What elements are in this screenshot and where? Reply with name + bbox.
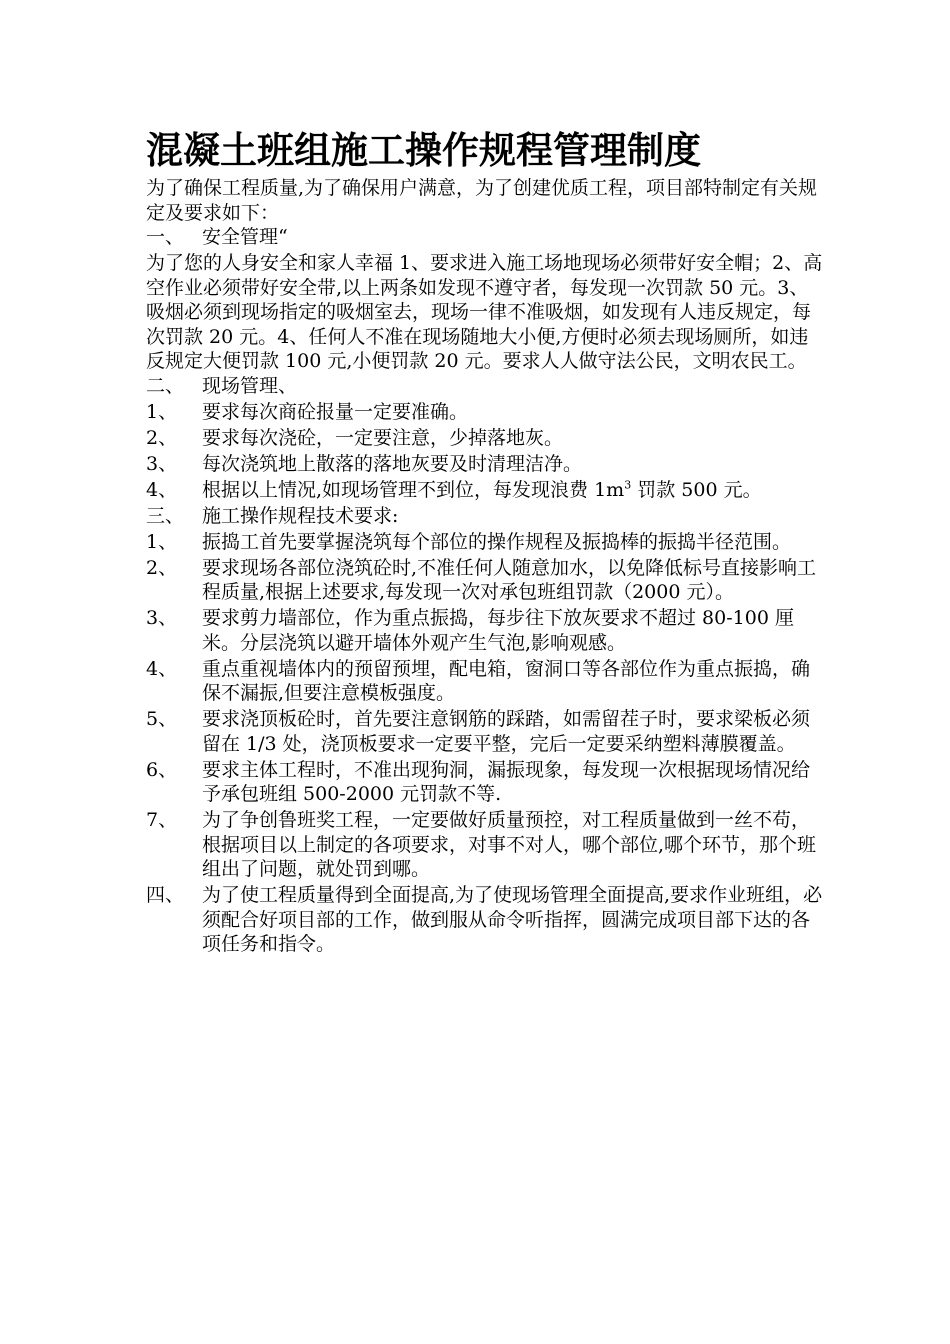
item-text: 要求剪力墙部位，作为重点振捣，每步往下放灰要求不超过 80-100 厘米。分层浇筑以避开墙体外观产生气泡,影响观感。 xyxy=(202,607,794,654)
section-heading: 安全管理“ xyxy=(202,226,288,248)
list-item xyxy=(146,556,826,605)
item-text: 要求主体工程时，不准出现狗洞，漏振现象，每发现一次根据现场情况给予承包班组 500-2000 元罚款不等. xyxy=(202,758,811,805)
item-text xyxy=(202,478,826,503)
item-text-before: 根据以上情况,如现场管理不到位，每发现浪费 1m xyxy=(202,478,625,501)
item-number: 6、 xyxy=(146,758,178,781)
list-item xyxy=(146,808,826,882)
document-title: 混凝土班组施工操作规程管理制度 xyxy=(146,128,701,172)
item-number: 4、 xyxy=(146,478,178,501)
list-item xyxy=(146,758,826,807)
item-number: 4、 xyxy=(146,657,178,680)
item-number: 2、 xyxy=(146,556,178,579)
section-four xyxy=(146,883,826,957)
section-heading-site xyxy=(146,374,826,399)
list-item xyxy=(146,657,826,706)
list-item xyxy=(146,452,826,477)
item-text: 要求每次浇砼，一定要注意，少掉落地灰。 xyxy=(202,426,564,449)
item-number: 1、 xyxy=(146,400,178,423)
section-heading: 现场管理、 xyxy=(202,374,298,397)
item-text: 重点重视墙体内的预留预埋，配电箱，窗洞口等各部位作为重点振捣，确保不漏振,但要注意模板强度。 xyxy=(202,657,811,704)
list-item xyxy=(146,400,826,425)
superscript: 3 xyxy=(624,478,632,492)
item-text: 每次浇筑地上散落的落地灰要及时清理洁净。 xyxy=(202,452,583,475)
safety-body: 为了您的人身安全和家人幸福 1、要求进入施工场地现场必须带好安全帽；2、高空作业必须带好安全带,以上两条如发现不遵守者，每发现一次罚款 50 元。3、吸烟必须到现场指定的吸烟室去，现场一律不准吸烟，如发现有人违反规定，每次罚款 20 元。4、任何人不准在现场随地大小便,方便时必须去现场厕所，如违反规定大便罚款 100 元,小便罚款 20 元。要求人人做守法公民，文明农民工。 xyxy=(146,252,823,372)
item-number: 7、 xyxy=(146,809,178,831)
section-number: 四、 xyxy=(146,884,185,906)
item-text: 要求每次商砼报量一定要准确。 xyxy=(202,400,469,423)
item-text: 要求现场各部位浇筑砼时,不准任何人随意加水，以免降低标号直接影响工程质量,根据上述要求,每发现一次对承包班组罚款（2000 元）。 xyxy=(202,556,817,603)
section-heading: 施工操作规程技术要求: xyxy=(202,504,399,527)
section-heading-safety xyxy=(146,225,826,250)
item-number: 5、 xyxy=(146,708,178,730)
item-text: 要求浇顶板砼时，首先要注意钢筋的踩踏，如需留茬子时，要求梁板必须留在 1/3 处，浇顶板要求一定要平整，完后一定要采纳塑料薄膜覆盖。 xyxy=(202,708,811,755)
item-number: 3、 xyxy=(146,607,178,629)
list-item xyxy=(146,530,826,555)
section-number: 三、 xyxy=(146,504,185,527)
item-text-after: 罚款 500 元。 xyxy=(631,478,762,501)
intro-paragraph: 为了确保工程质量,为了确保用户满意，为了创建优质工程，项目部特制定有关规定及要求如下： xyxy=(146,177,818,224)
item-text: 振捣工首先要掌握浇筑每个部位的操作规程及振捣棒的振捣半径范围。 xyxy=(202,530,792,553)
list-item xyxy=(146,478,826,503)
section-number: 一、 xyxy=(146,226,185,248)
document-page xyxy=(146,124,826,958)
section-text: 为了使工程质量得到全面提高,为了使现场管理全面提高,要求作业班组，必须配合好项目部的工作，做到服从命令听指挥，圆满完成项目部下达的各项任务和指令。 xyxy=(202,884,823,955)
section-heading-technical xyxy=(146,504,826,529)
item-number: 1、 xyxy=(146,530,178,553)
section-number: 二、 xyxy=(146,374,185,397)
item-number: 2、 xyxy=(146,426,178,449)
list-item xyxy=(146,426,826,451)
item-number: 3、 xyxy=(146,452,178,475)
item-text: 为了争创鲁班奖工程，一定要做好质量预控，对工程质量做到一丝不苟，根据项目以上制定的各项要求，对事不对人，哪个部位,哪个环节，那个班组出了问题，就处罚到哪。 xyxy=(202,809,817,880)
list-item xyxy=(146,606,826,655)
list-item xyxy=(146,707,826,756)
